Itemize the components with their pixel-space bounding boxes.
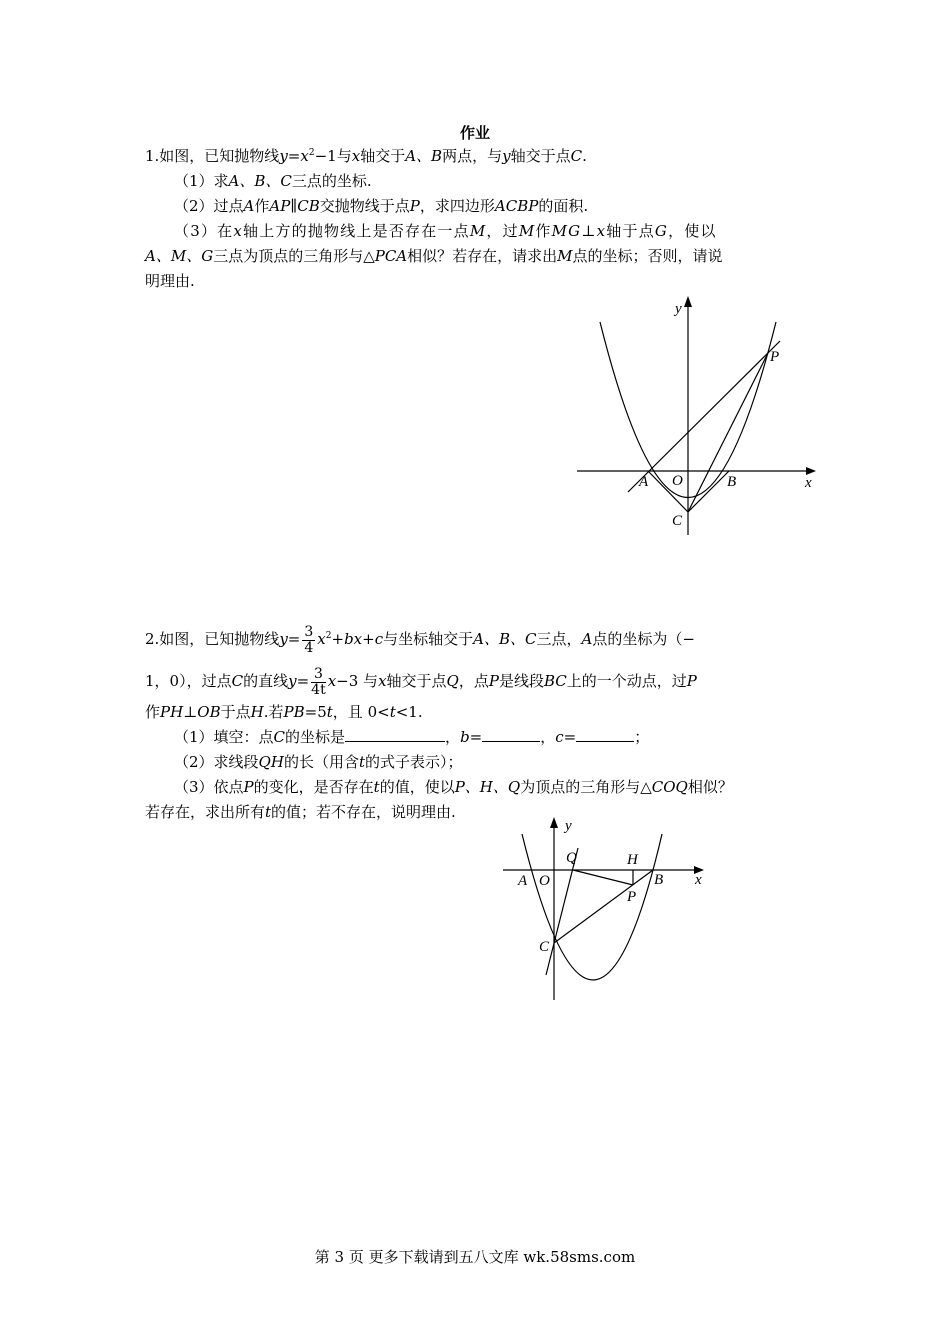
q1-part3-line2: A、M、G三点为顶点的三角形与△PCA相似？若存在，请求出M点的坐标；否则，请说: [145, 247, 723, 265]
label-x: x: [805, 475, 812, 491]
blank-b[interactable]: [482, 727, 540, 742]
fraction-3-4: $\frac{3}{4}$: [304, 623, 314, 656]
label-O: O: [672, 473, 683, 489]
q2-line3: 作PH⊥OB于点H.若PB=5t，且 0<t<1.: [145, 703, 423, 721]
segment-QP: [573, 870, 633, 885]
q2-part1: （1）填空：点C的坐标是 ，b= ，c= ；: [174, 728, 650, 746]
segment-CB: [688, 471, 729, 512]
label-x: x: [695, 872, 702, 888]
q1-part3-line3: 明理由.: [145, 272, 195, 290]
segment-CB: [554, 870, 653, 943]
blank-c[interactable]: [576, 727, 634, 742]
q2-stem: 2.如图，已知抛物线y= $\frac{3}{4}$ $x^2+bx+c$与坐标轴交于A、B、C三点，A点的坐标为（−: [145, 623, 695, 656]
line-AP: [628, 341, 780, 492]
label-y: y: [565, 818, 572, 834]
q2-line2: 1，0），过点C的直线y= $\frac{3}{4t}$ x−3 与x轴交于点Q，点P是线段BC上的一个动点，过P: [145, 665, 697, 698]
label-y: y: [675, 301, 682, 317]
label-P: P: [627, 889, 637, 905]
line-CQ: [546, 848, 578, 975]
label-H: H: [627, 852, 638, 868]
label-P: P: [770, 349, 780, 365]
q2-part2: （2）求线段QH的长（用含t的式子表示）；: [174, 753, 463, 771]
q1-figure: [570, 290, 830, 550]
label-C: C: [672, 513, 683, 529]
label-A: A: [518, 873, 528, 889]
y-arrow: [684, 296, 692, 307]
label-O: O: [539, 873, 550, 889]
x-arrow: [806, 467, 816, 475]
q2-part3-line2: 若存在，求出所有t的值；若不存在，说明理由.: [145, 803, 456, 821]
y-arrow: [550, 817, 558, 828]
q1-part1: （1）求A、B、C三点的坐标.: [174, 172, 372, 190]
q2-part3-line1: （3）依点P的变化，是否存在t的值，使以P、H、Q为顶点的三角形与△COQ相似？: [174, 778, 733, 796]
label-B: B: [727, 474, 737, 490]
q1-part3-line1: （3）在x轴上方的抛物线上是否存在一点M，过M作MG⊥x轴于点G，使以: [174, 222, 717, 240]
parabola: [522, 834, 662, 980]
label-C: C: [539, 939, 550, 955]
label-A: A: [639, 474, 649, 490]
footer: 第 3 页 更多下载请到五八文库 wk.58sms.com: [314, 1248, 636, 1266]
label-Q: Q: [566, 850, 577, 866]
q1-part2: （2）过点A作AP∥CB交抛物线于点P，求四边形ACBP的面积.: [174, 197, 589, 215]
q1-stem: 1.如图，已知抛物线$y=x^2-1$与x轴交于A、B两点，与y轴交于点C.: [145, 147, 587, 165]
blank-C-coord[interactable]: [345, 727, 445, 742]
q2-figure: [495, 810, 715, 1010]
label-B: B: [654, 872, 664, 888]
page-title: 作业: [459, 124, 490, 142]
fraction-3-4t: $\frac{3}{4t}$: [311, 665, 326, 698]
